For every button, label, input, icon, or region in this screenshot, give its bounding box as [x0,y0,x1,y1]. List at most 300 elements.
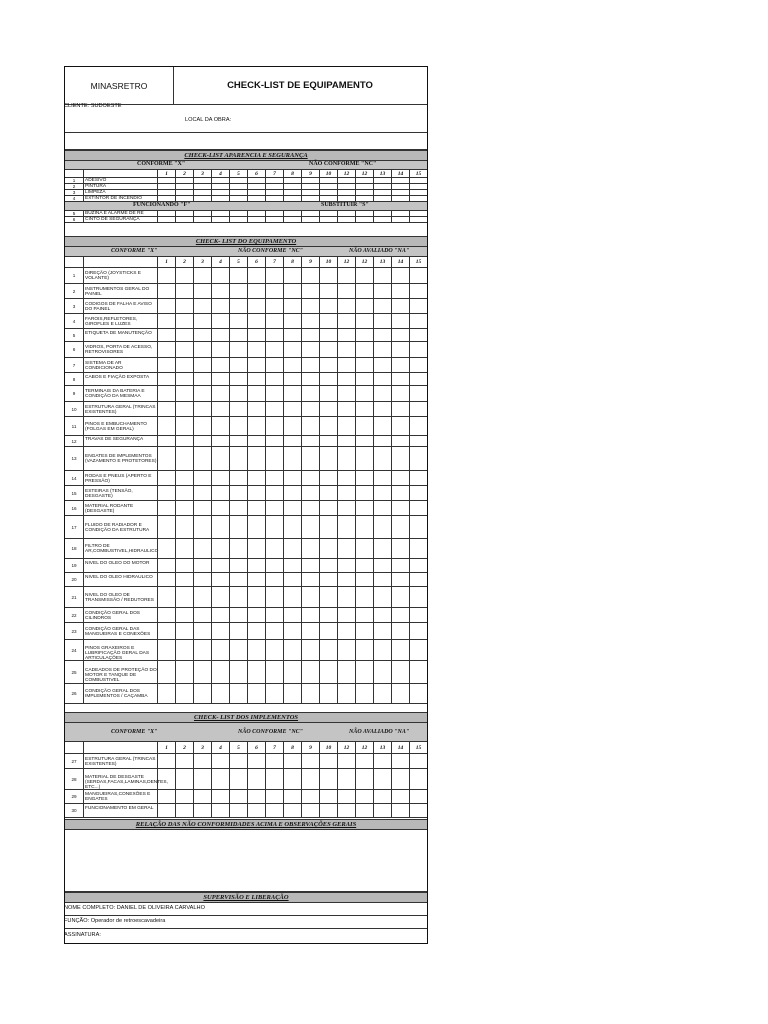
check-cell[interactable] [265,299,283,314]
check-cell[interactable] [193,587,211,608]
check-cell[interactable] [283,358,301,373]
check-cell[interactable] [373,386,391,402]
check-cell[interactable] [373,329,391,342]
check-cell[interactable] [283,342,301,358]
check-cell[interactable] [157,516,175,539]
check-cell[interactable] [355,436,373,447]
check-cell[interactable] [193,608,211,623]
check-cell[interactable] [175,573,193,587]
check-cell[interactable] [319,284,337,299]
check-cell[interactable] [247,640,265,661]
check-cell[interactable] [193,769,211,790]
check-cell[interactable] [265,769,283,790]
check-cell[interactable] [265,623,283,640]
check-cell[interactable] [229,790,247,804]
check-cell[interactable] [211,314,229,329]
check-cell[interactable] [409,268,427,284]
check-cell[interactable] [229,623,247,640]
check-cell[interactable] [337,436,355,447]
check-cell[interactable] [355,358,373,373]
check-cell[interactable] [229,284,247,299]
check-cell[interactable] [211,754,229,769]
check-cell[interactable] [355,217,373,223]
check-cell[interactable] [301,501,319,516]
check-cell[interactable] [229,769,247,790]
check-cell[interactable] [355,640,373,661]
check-cell[interactable] [283,501,301,516]
check-cell[interactable] [355,314,373,329]
check-cell[interactable] [247,661,265,684]
check-cell[interactable] [373,501,391,516]
check-cell[interactable] [283,623,301,640]
check-cell[interactable] [229,217,247,223]
check-cell[interactable] [409,471,427,486]
check-cell[interactable] [193,573,211,587]
check-cell[interactable] [373,284,391,299]
check-cell[interactable] [247,573,265,587]
check-cell[interactable] [247,373,265,386]
check-cell[interactable] [319,754,337,769]
check-cell[interactable] [247,217,265,223]
check-cell[interactable] [265,486,283,501]
check-cell[interactable] [211,284,229,299]
check-cell[interactable] [409,790,427,804]
check-cell[interactable] [337,373,355,386]
check-cell[interactable] [301,608,319,623]
check-cell[interactable] [391,684,409,704]
check-cell[interactable] [301,769,319,790]
check-cell[interactable] [211,402,229,417]
check-cell[interactable] [211,623,229,640]
check-cell[interactable] [301,417,319,436]
check-cell[interactable] [157,402,175,417]
check-cell[interactable] [337,790,355,804]
check-cell[interactable] [211,769,229,790]
check-cell[interactable] [319,559,337,573]
check-cell[interactable] [247,268,265,284]
check-cell[interactable] [175,684,193,704]
check-cell[interactable] [355,299,373,314]
check-cell[interactable] [355,684,373,704]
check-cell[interactable] [157,314,175,329]
check-cell[interactable] [373,539,391,559]
check-cell[interactable] [391,284,409,299]
check-cell[interactable] [301,217,319,223]
check-cell[interactable] [175,790,193,804]
check-cell[interactable] [337,268,355,284]
check-cell[interactable] [193,661,211,684]
check-cell[interactable] [355,661,373,684]
check-cell[interactable] [283,587,301,608]
check-cell[interactable] [193,436,211,447]
check-cell[interactable] [193,790,211,804]
check-cell[interactable] [355,268,373,284]
check-cell[interactable] [355,417,373,436]
check-cell[interactable] [319,447,337,471]
check-cell[interactable] [229,559,247,573]
check-cell[interactable] [175,559,193,573]
check-cell[interactable] [391,386,409,402]
check-cell[interactable] [409,299,427,314]
check-cell[interactable] [247,417,265,436]
check-cell[interactable] [211,268,229,284]
check-cell[interactable] [265,402,283,417]
check-cell[interactable] [391,373,409,386]
check-cell[interactable] [283,299,301,314]
check-cell[interactable] [175,373,193,386]
check-cell[interactable] [157,329,175,342]
check-cell[interactable] [409,402,427,417]
check-cell[interactable] [283,559,301,573]
check-cell[interactable] [157,501,175,516]
check-cell[interactable] [175,608,193,623]
check-cell[interactable] [211,661,229,684]
check-cell[interactable] [247,790,265,804]
check-cell[interactable] [193,640,211,661]
check-cell[interactable] [301,559,319,573]
check-cell[interactable] [391,471,409,486]
check-cell[interactable] [355,804,373,818]
check-cell[interactable] [175,804,193,818]
check-cell[interactable] [319,386,337,402]
check-cell[interactable] [229,684,247,704]
check-cell[interactable] [157,684,175,704]
check-cell[interactable] [373,471,391,486]
check-cell[interactable] [319,516,337,539]
check-cell[interactable] [409,386,427,402]
check-cell[interactable] [193,447,211,471]
check-cell[interactable] [301,342,319,358]
check-cell[interactable] [193,373,211,386]
check-cell[interactable] [301,284,319,299]
check-cell[interactable] [193,516,211,539]
check-cell[interactable] [319,539,337,559]
check-cell[interactable] [175,501,193,516]
check-cell[interactable] [193,358,211,373]
check-cell[interactable] [247,402,265,417]
check-cell[interactable] [193,284,211,299]
check-cell[interactable] [229,587,247,608]
check-cell[interactable] [211,417,229,436]
check-cell[interactable] [157,299,175,314]
check-cell[interactable] [265,417,283,436]
signature-row[interactable] [65,929,427,943]
check-cell[interactable] [373,790,391,804]
check-cell[interactable] [319,640,337,661]
check-cell[interactable] [157,573,175,587]
check-cell[interactable] [373,684,391,704]
check-cell[interactable] [265,284,283,299]
check-cell[interactable] [175,284,193,299]
check-cell[interactable] [265,329,283,342]
check-cell[interactable] [283,447,301,471]
check-cell[interactable] [265,754,283,769]
check-cell[interactable] [283,804,301,818]
check-cell[interactable] [229,358,247,373]
check-cell[interactable] [157,539,175,559]
check-cell[interactable] [301,573,319,587]
check-cell[interactable] [283,471,301,486]
check-cell[interactable] [391,268,409,284]
check-cell[interactable] [175,661,193,684]
check-cell[interactable] [229,402,247,417]
check-cell[interactable] [283,608,301,623]
check-cell[interactable] [175,587,193,608]
check-cell[interactable] [229,516,247,539]
check-cell[interactable] [373,486,391,501]
check-cell[interactable] [391,587,409,608]
check-cell[interactable] [391,486,409,501]
check-cell[interactable] [157,640,175,661]
check-cell[interactable] [157,559,175,573]
check-cell[interactable] [373,447,391,471]
observations-area[interactable] [65,830,427,892]
check-cell[interactable] [409,516,427,539]
check-cell[interactable] [193,217,211,223]
check-cell[interactable] [157,486,175,501]
check-cell[interactable] [211,587,229,608]
check-cell[interactable] [157,268,175,284]
check-cell[interactable] [319,790,337,804]
check-cell[interactable] [265,358,283,373]
check-cell[interactable] [211,436,229,447]
check-cell[interactable] [319,299,337,314]
check-cell[interactable] [373,573,391,587]
check-cell[interactable] [373,436,391,447]
check-cell[interactable] [229,386,247,402]
check-cell[interactable] [265,684,283,704]
check-cell[interactable] [157,471,175,486]
check-cell[interactable] [373,314,391,329]
check-cell[interactable] [265,587,283,608]
check-cell[interactable] [247,471,265,486]
check-cell[interactable] [265,539,283,559]
check-cell[interactable] [175,447,193,471]
check-cell[interactable] [355,587,373,608]
check-cell[interactable] [409,804,427,818]
check-cell[interactable] [337,769,355,790]
check-cell[interactable] [175,402,193,417]
check-cell[interactable] [301,447,319,471]
check-cell[interactable] [157,417,175,436]
check-cell[interactable] [265,559,283,573]
check-cell[interactable] [229,471,247,486]
check-cell[interactable] [409,486,427,501]
check-cell[interactable] [193,268,211,284]
check-cell[interactable] [265,501,283,516]
check-cell[interactable] [319,373,337,386]
check-cell[interactable] [391,608,409,623]
check-cell[interactable] [193,402,211,417]
check-cell[interactable] [373,516,391,539]
check-cell[interactable] [409,217,427,223]
check-cell[interactable] [157,790,175,804]
check-cell[interactable] [391,299,409,314]
check-cell[interactable] [391,769,409,790]
check-cell[interactable] [301,539,319,559]
check-cell[interactable] [157,804,175,818]
check-cell[interactable] [319,623,337,640]
check-cell[interactable] [355,342,373,358]
check-cell[interactable] [265,436,283,447]
check-cell[interactable] [283,217,301,223]
check-cell[interactable] [157,754,175,769]
check-cell[interactable] [301,640,319,661]
check-cell[interactable] [211,559,229,573]
check-cell[interactable] [157,358,175,373]
check-cell[interactable] [283,417,301,436]
check-cell[interactable] [319,587,337,608]
check-cell[interactable] [337,284,355,299]
check-cell[interactable] [337,804,355,818]
check-cell[interactable] [175,299,193,314]
check-cell[interactable] [265,790,283,804]
check-cell[interactable] [283,754,301,769]
check-cell[interactable] [229,661,247,684]
check-cell[interactable] [283,661,301,684]
check-cell[interactable] [211,386,229,402]
check-cell[interactable] [247,486,265,501]
check-cell[interactable] [301,684,319,704]
check-cell[interactable] [319,486,337,501]
check-cell[interactable] [265,268,283,284]
check-cell[interactable] [283,516,301,539]
check-cell[interactable] [211,804,229,818]
check-cell[interactable] [391,516,409,539]
check-cell[interactable] [319,684,337,704]
check-cell[interactable] [283,640,301,661]
check-cell[interactable] [391,640,409,661]
check-cell[interactable] [301,754,319,769]
check-cell[interactable] [409,329,427,342]
check-cell[interactable] [211,790,229,804]
check-cell[interactable] [247,804,265,818]
check-cell[interactable] [265,608,283,623]
check-cell[interactable] [301,436,319,447]
check-cell[interactable] [373,587,391,608]
check-cell[interactable] [175,314,193,329]
check-cell[interactable] [265,373,283,386]
check-cell[interactable] [391,342,409,358]
check-cell[interactable] [229,804,247,818]
check-cell[interactable] [337,539,355,559]
check-cell[interactable] [301,623,319,640]
check-cell[interactable] [211,539,229,559]
check-cell[interactable] [229,342,247,358]
check-cell[interactable] [175,386,193,402]
name-row[interactable] [65,903,427,916]
check-cell[interactable] [193,299,211,314]
check-cell[interactable] [355,386,373,402]
check-cell[interactable] [175,342,193,358]
check-cell[interactable] [211,471,229,486]
check-cell[interactable] [409,559,427,573]
check-cell[interactable] [193,329,211,342]
check-cell[interactable] [265,342,283,358]
check-cell[interactable] [409,314,427,329]
check-cell[interactable] [337,754,355,769]
check-cell[interactable] [409,342,427,358]
check-cell[interactable] [355,608,373,623]
check-cell[interactable] [157,342,175,358]
check-cell[interactable] [409,373,427,386]
check-cell[interactable] [211,447,229,471]
check-cell[interactable] [247,684,265,704]
check-cell[interactable] [157,769,175,790]
check-cell[interactable] [319,769,337,790]
check-cell[interactable] [211,329,229,342]
check-cell[interactable] [409,661,427,684]
check-cell[interactable] [373,608,391,623]
check-cell[interactable] [193,684,211,704]
check-cell[interactable] [247,754,265,769]
check-cell[interactable] [157,436,175,447]
check-cell[interactable] [373,623,391,640]
check-cell[interactable] [157,623,175,640]
check-cell[interactable] [319,471,337,486]
check-cell[interactable] [283,539,301,559]
check-cell[interactable] [337,573,355,587]
check-cell[interactable] [157,284,175,299]
check-cell[interactable] [193,471,211,486]
check-cell[interactable] [319,436,337,447]
check-cell[interactable] [301,516,319,539]
check-cell[interactable] [157,661,175,684]
check-cell[interactable] [175,268,193,284]
check-cell[interactable] [265,386,283,402]
check-cell[interactable] [391,402,409,417]
check-cell[interactable] [319,402,337,417]
check-cell[interactable] [337,501,355,516]
check-cell[interactable] [193,386,211,402]
check-cell[interactable] [193,623,211,640]
check-cell[interactable] [355,573,373,587]
check-cell[interactable] [229,329,247,342]
check-cell[interactable] [355,373,373,386]
check-cell[interactable] [319,329,337,342]
check-cell[interactable] [409,769,427,790]
check-cell[interactable] [373,661,391,684]
check-cell[interactable] [319,501,337,516]
check-cell[interactable] [391,417,409,436]
check-cell[interactable] [211,684,229,704]
check-cell[interactable] [229,501,247,516]
check-cell[interactable] [247,623,265,640]
check-cell[interactable] [283,329,301,342]
check-cell[interactable] [247,608,265,623]
check-cell[interactable] [409,587,427,608]
check-cell[interactable] [229,754,247,769]
check-cell[interactable] [157,386,175,402]
check-cell[interactable] [175,769,193,790]
check-cell[interactable] [157,447,175,471]
check-cell[interactable] [283,284,301,299]
check-cell[interactable] [157,608,175,623]
check-cell[interactable] [391,539,409,559]
check-cell[interactable] [409,358,427,373]
check-cell[interactable] [373,769,391,790]
check-cell[interactable] [175,754,193,769]
check-cell[interactable] [229,539,247,559]
check-cell[interactable] [319,358,337,373]
check-cell[interactable] [301,804,319,818]
check-cell[interactable] [283,684,301,704]
check-cell[interactable] [373,640,391,661]
check-cell[interactable] [193,314,211,329]
check-cell[interactable] [409,623,427,640]
check-cell[interactable] [373,559,391,573]
check-cell[interactable] [301,268,319,284]
